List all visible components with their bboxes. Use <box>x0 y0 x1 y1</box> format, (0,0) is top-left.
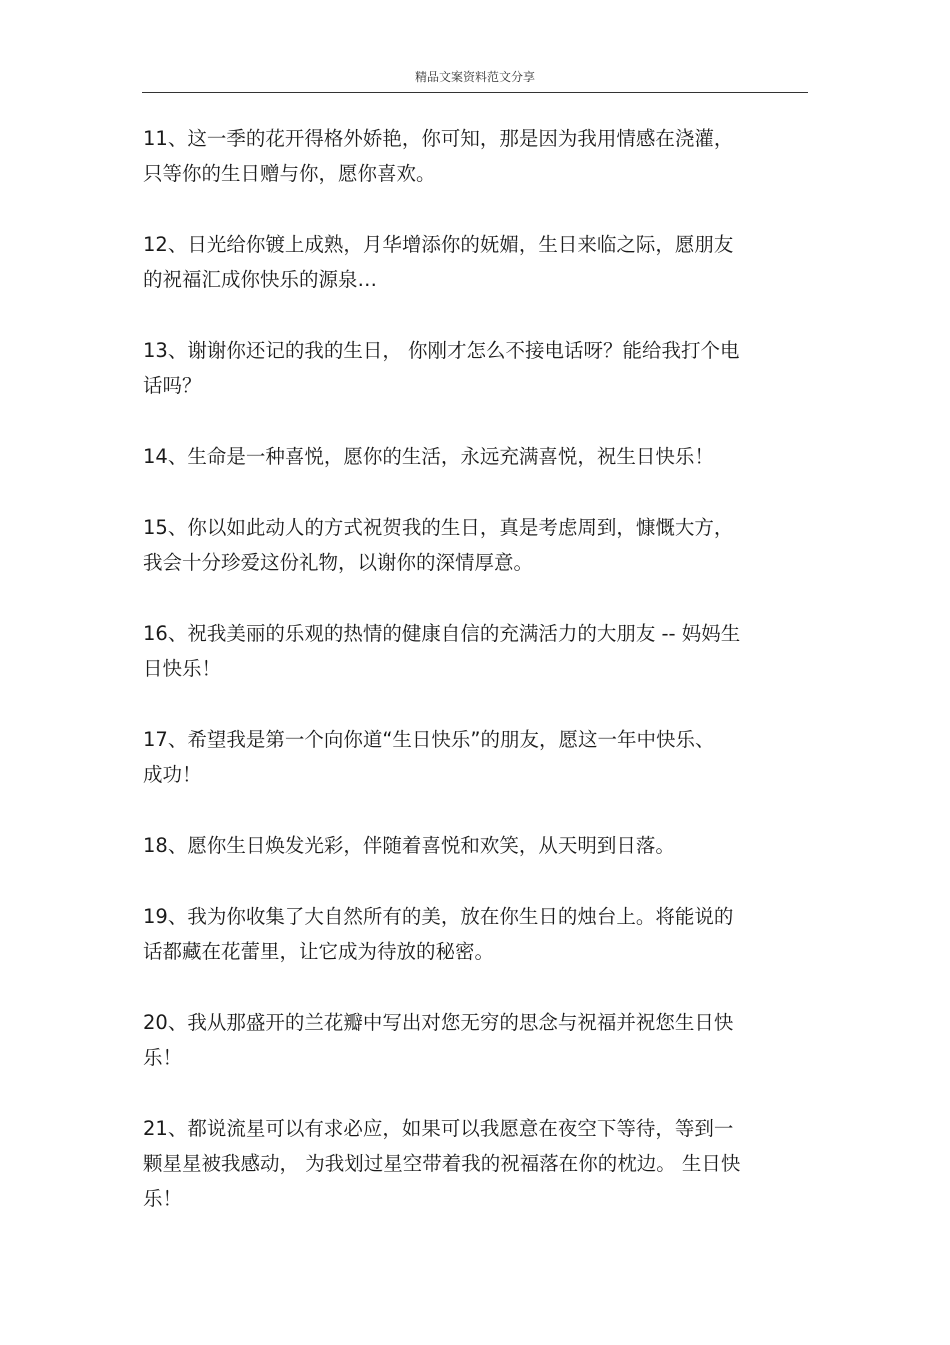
entry-line: 21、都说流星可以有求必应，如果可以我愿意在夜空下等待，等到一 <box>143 1117 734 1140</box>
entry-line: 11、这一季的花开得格外娇艳，你可知，那是因为我用情感在浇灌， <box>143 127 734 150</box>
entry-line: 乐！ <box>143 1046 183 1069</box>
header-title: 精品文案资料范文分享 <box>414 70 535 84</box>
entry-line: 我会十分珍爱这份礼物，以谢你的深情厚意。 <box>143 551 534 574</box>
entry-line: 的祝福汇成你快乐的源泉… <box>143 268 378 291</box>
entry-line: 13、谢谢你还记的我的生日， 你刚才怎么不接电话呀？能给我打个电 <box>143 339 740 362</box>
entry-line: 16、祝我美丽的乐观的热情的健康自信的充满活力的大朋友 -- 妈妈生 <box>143 622 741 645</box>
entry-line: 12、日光给你镀上成熟，月华增添你的妩媚，生日来临之际，愿朋友 <box>143 233 734 256</box>
list-item <box>143 828 811 863</box>
entry-line: 颗星星被我感动， 为我划过星空带着我的祝福落在你的枕边。 生日快 <box>143 1152 741 1175</box>
list-item <box>143 1111 811 1216</box>
page-header <box>142 66 808 93</box>
entry-line: 乐！ <box>143 1187 183 1210</box>
wishes-list <box>143 121 811 1252</box>
entry-line: 17、希望我是第一个向你道“生日快乐”的朋友，愿这一年中快乐、 <box>143 728 715 751</box>
list-item <box>143 227 811 297</box>
list-item <box>143 899 811 969</box>
entry-line: 成功！ <box>143 763 202 786</box>
entry-line: 19、我为你收集了大自然所有的美，放在你生日的烛台上。将能说的 <box>143 905 734 928</box>
entry-line: 日快乐！ <box>143 657 222 680</box>
entry-line: 话吗？ <box>143 374 202 397</box>
entry-line: 话都藏在花蕾里，让它成为待放的秘密。 <box>143 940 495 963</box>
list-item <box>143 722 811 792</box>
list-item <box>143 510 811 580</box>
list-item <box>143 616 811 686</box>
list-item <box>143 121 811 191</box>
entry-line: 15、你以如此动人的方式祝贺我的生日，真是考虑周到，慷慨大方， <box>143 516 734 539</box>
entry-line: 20、我从那盛开的兰花瓣中写出对您无穷的思念与祝福并祝您生日快 <box>143 1011 734 1034</box>
entry-line: 14、生命是一种喜悦，愿你的生活，永远充满喜悦，祝生日快乐！ <box>143 445 714 468</box>
list-item <box>143 439 811 474</box>
list-item <box>143 333 811 403</box>
entry-line: 只等你的生日赠与你，愿你喜欢。 <box>143 162 436 185</box>
entry-line: 18、愿你生日焕发光彩，伴随着喜悦和欢笑，从天明到日落。 <box>143 834 675 857</box>
list-item <box>143 1005 811 1075</box>
